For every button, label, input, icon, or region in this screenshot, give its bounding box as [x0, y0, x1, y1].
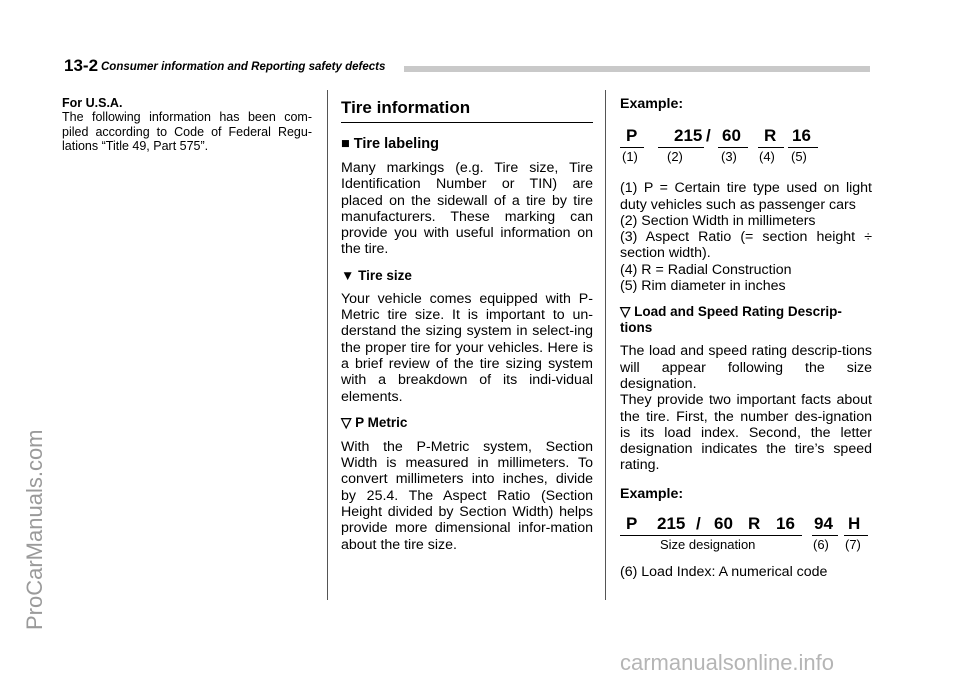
section-header-title: Consumer information and Reporting safety defects: [101, 61, 386, 73]
legend-item-2: (2) Section Width in millimeters: [620, 212, 816, 229]
label-7: (7): [845, 537, 861, 553]
legend-item-5: (5) Rim diameter in inches: [620, 278, 786, 295]
usa-heading: For U.S.A.: [62, 96, 123, 110]
tire-size-heading: ▼ Tire size: [341, 267, 412, 283]
label-4: (4): [759, 149, 775, 165]
underline-7: [844, 535, 868, 536]
p-metric-heading: ▽ P Metric: [341, 414, 408, 430]
tire-information-title: Tire information: [341, 98, 593, 123]
code2-rim: 16: [776, 514, 795, 534]
label-1: (1): [622, 149, 638, 165]
code-rim: 16: [792, 126, 811, 146]
bottom-watermark: carmanualsonline.info: [620, 650, 835, 675]
code2-load-index: 94: [814, 514, 833, 534]
code2-slash: /: [696, 514, 701, 534]
legend-item-1: (1) P = Certain tire type used on light duty vehicles such as passenger cars: [620, 180, 872, 213]
underline-3: [718, 147, 748, 148]
underline-6: [812, 535, 838, 536]
legend-item-4: (4) R = Radial Construction: [620, 261, 792, 278]
column-divider-1: [327, 90, 328, 600]
code-width: 215: [674, 126, 703, 146]
example-1-label: Example:: [620, 96, 684, 112]
tire-code-diagram-2: [620, 514, 872, 560]
column-3: [620, 96, 872, 580]
column-1: [62, 96, 312, 154]
legend-item-3: (3) Aspect Ratio (= section height ÷ section width).: [620, 229, 872, 262]
tire-labeling-heading: ■ Tire labeling: [341, 136, 439, 152]
load-speed-para-1: The load and speed rating descrip-tions will appear following the size designation.: [620, 343, 872, 392]
side-watermark: ProCarManuals.com: [22, 429, 47, 630]
label-6: (6): [813, 537, 829, 553]
tire-code-diagram-1: [620, 126, 872, 172]
column-2: [341, 98, 593, 553]
code2-aspect: 60: [714, 514, 733, 534]
label-3: (3): [721, 149, 737, 165]
tire-size-text: Your vehicle comes equipped with P-Metric tire size. It is important to un-derstand the sizing system in select-ing the proper tire for your vehicles. Here is a brief review of the tire sizing system with a breakdown of its indi-vidual elements.: [341, 290, 593, 405]
label-5: (5): [791, 149, 807, 165]
underline-5: [788, 147, 818, 148]
tire-code-legend: [620, 180, 872, 294]
underline-size: [620, 535, 802, 536]
code2-width: 215: [657, 514, 686, 534]
underline-2: [658, 147, 704, 148]
tire-labeling-text: Many markings (e.g. Tire size, Tire Identification Number or TIN) are placed on the sidewall of a tire by tire manufacturers. These marking can provide you with useful information on the tire.: [341, 160, 593, 258]
load-speed-heading: ▽ Load and Speed Rating Descrip-tions: [620, 304, 842, 336]
underline-1: [620, 147, 644, 148]
header-rule: [404, 66, 870, 72]
code-aspect: 60: [722, 126, 741, 146]
example-2-label: Example:: [620, 485, 684, 502]
usa-text: The following information has been com-piled according to Code of Federal Regu-lations “Title 49, Part 575”.: [62, 110, 312, 154]
code2-radial: R: [748, 514, 761, 534]
code2-p: P: [626, 514, 638, 534]
load-index-line: (6) Load Index: A numerical code: [620, 564, 828, 581]
p-metric-text: With the P-Metric system, Section Width is measured in millimeters. To convert millimeters into inches, divide by 25.4. The Aspect Ratio (Section Height divided by Section Width) helps provide more dimensional infor-mation about the tire size.: [341, 438, 593, 553]
code-p: P: [626, 126, 638, 146]
load-speed-para-2: They provide two important facts about the tire. First, the number des-ignation is its load index. Second, the letter designation indicates the tire’s speed rating.: [620, 392, 872, 474]
underline-4: [758, 147, 784, 148]
column-divider-2: [605, 90, 606, 600]
label-2: (2): [667, 149, 683, 165]
code-radial: R: [764, 126, 777, 146]
code-slash: /: [706, 126, 711, 146]
code2-speed-rating: H: [848, 514, 861, 534]
label-size-designation: Size designation: [660, 537, 756, 553]
page-number: 13-2: [64, 56, 99, 75]
